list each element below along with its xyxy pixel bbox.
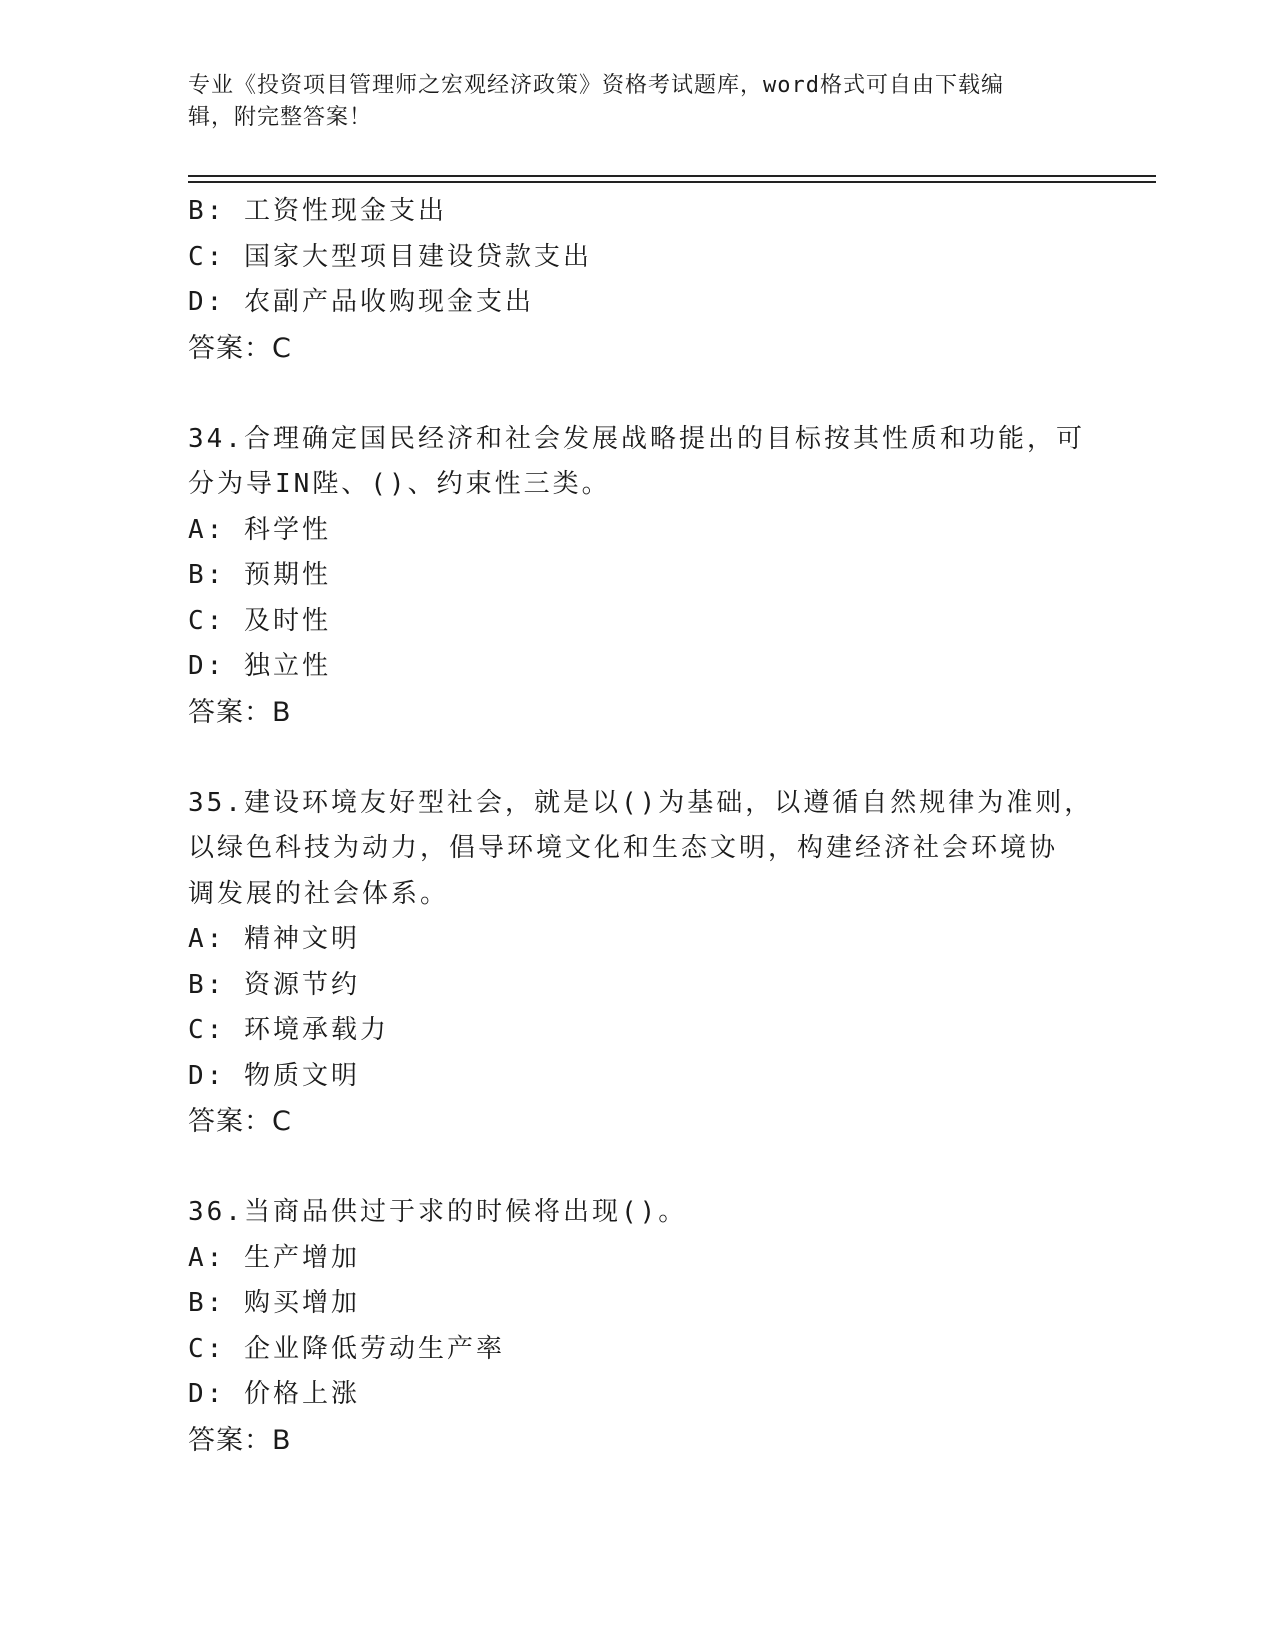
option-d: D: 农副产品收购现金支出 bbox=[188, 287, 534, 317]
option-b: B: 预期性 bbox=[188, 560, 331, 590]
option-b: B: 工资性现金支出 bbox=[188, 196, 447, 226]
option-a: A: 精神文明 bbox=[188, 924, 360, 954]
answer-line: 答案：C bbox=[188, 332, 292, 364]
question-stem-line: 分为导IN陛、()、约束性三类。 bbox=[188, 469, 611, 499]
question-34 bbox=[188, 417, 1085, 736]
option-c: C: 国家大型项目建设贷款支出 bbox=[188, 241, 592, 272]
document-header bbox=[188, 70, 1088, 134]
answer-line: 答案：C bbox=[188, 1106, 292, 1137]
header-divider-bottom bbox=[188, 181, 1156, 183]
option-a: A: 科学性 bbox=[188, 514, 331, 545]
header-line-2: 辑，附完整答案！ bbox=[188, 105, 373, 130]
question-33-tail bbox=[188, 189, 1068, 371]
question-stem-line: 36.当商品供过于求的时候将出现()。 bbox=[188, 1197, 688, 1227]
option-d: D: 价格上涨 bbox=[188, 1379, 360, 1409]
option-c: C: 企业降低劳动生产率 bbox=[188, 1333, 505, 1364]
question-stem-line: 35.建设环境友好型社会，就是以()为基础，以遵循自然规律为准则， bbox=[188, 787, 1094, 818]
spacer bbox=[188, 1145, 1068, 1191]
spacer bbox=[188, 735, 1068, 781]
answer-line: 答案：B bbox=[188, 696, 292, 728]
answer-line: 答案：B bbox=[188, 1424, 292, 1456]
question-list bbox=[188, 189, 1094, 1463]
question-stem-line: 以绿色科技为动力，倡导环境文化和生态文明，构建经济社会环境协 bbox=[188, 833, 1059, 863]
spacer bbox=[188, 371, 1068, 417]
option-d: D: 物质文明 bbox=[188, 1060, 360, 1091]
header-divider-top bbox=[188, 175, 1156, 177]
option-b: B: 资源节约 bbox=[188, 969, 360, 1000]
question-35 bbox=[188, 781, 1094, 1145]
question-stem-line: 34.合理确定国民经济和社会发展战略提出的目标按其性质和功能，可 bbox=[188, 423, 1085, 454]
option-d: D: 独立性 bbox=[188, 651, 331, 681]
option-b: B: 购买增加 bbox=[188, 1288, 360, 1318]
option-a: A: 生产增加 bbox=[188, 1242, 360, 1273]
option-c: C: 环境承载力 bbox=[188, 1015, 389, 1045]
question-stem-line: 调发展的社会体系。 bbox=[188, 878, 450, 909]
question-36 bbox=[188, 1190, 1068, 1463]
header-line-1: 专业《投资项目管理师之宏观经济政策》资格考试题库，word格式可自由下载编 bbox=[188, 73, 1004, 98]
option-c: C: 及时性 bbox=[188, 605, 331, 636]
